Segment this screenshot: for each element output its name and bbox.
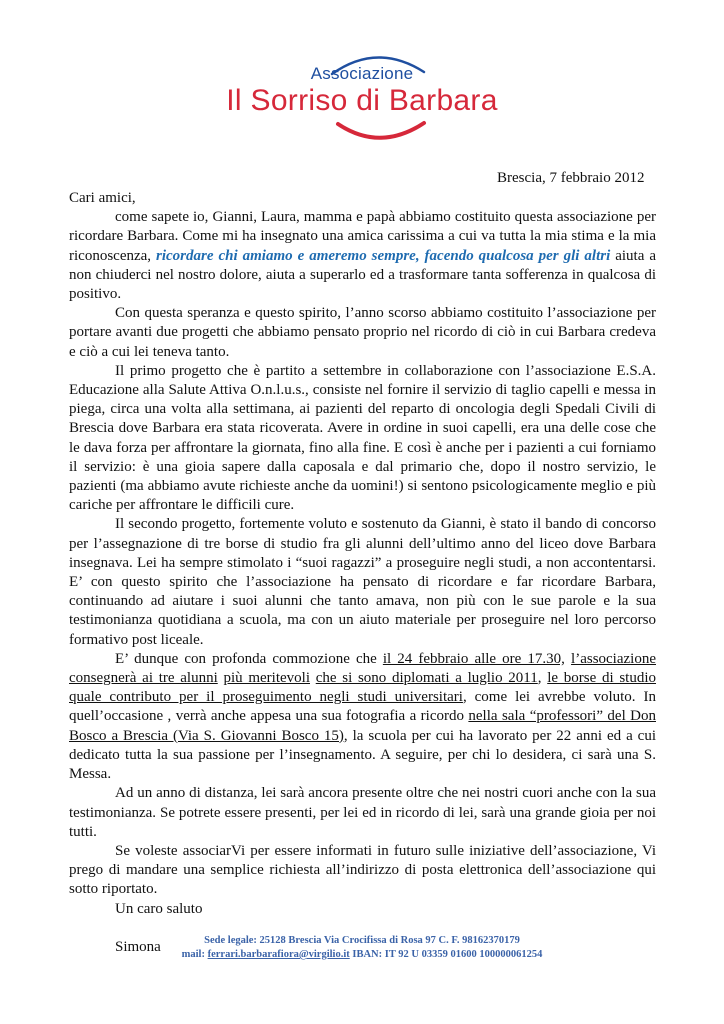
highlighted-quote: ricordare chi amiamo e ameremo sempre, facendo qualcosa per gli altri bbox=[156, 247, 611, 264]
signature: Simona bbox=[115, 938, 161, 955]
ceremony-underline-2: l’associazione consegnerà ai tre alunni bbox=[69, 650, 656, 687]
logo-bottom-arc bbox=[338, 123, 424, 138]
association-logo bbox=[0, 0, 724, 150]
paragraph-anniversary: Ad un anno di distanza, lei sarà ancora presente oltre che nei nostri cuori anche con la sua testimonianza. Se potrete essere presenti, per lei ed in ricordo di lei, sarà una grande gioia per noi tutti. bbox=[69, 785, 656, 840]
ceremony-text-a: E’ dunque con profonda commozione che bbox=[115, 650, 383, 667]
ceremony-text-f: , come lei avrebbe voluto. In quell’occasione , verrà anche appesa una sua fotografia a ricordo bbox=[69, 689, 656, 725]
paragraph-intro bbox=[69, 208, 656, 304]
paragraph-second-project: Il secondo progetto, fortemente voluto e sostenuto da Gianni, è stato il bando di concorso per l’assegnazione di tre borse di studio fra gli alunni dell’ultimo anno del liceo dove Barbara insegnava. Lei ha sempre stimolato i “suoi ragazzi” a proseguire negli studi, a non accontentarsi. E’ con questo spirito che l’associazione ha pensato di ricordare e far ricordare Barbara, continuando ad aiutare i suoi alunni che tanto amava, non più con le sue parole e la sua testimonianza quotidiana a scuola, ma con un aiuto materiale per proseguire nel loro percorso formativo post liceale. bbox=[69, 516, 656, 648]
paragraph-intro-text-a: come sapete io, Gianni, Laura, mamma e papà abbiamo costituito questa associazione per ricordare Barbara. Come mi ha insegnato una amica carissima a cui va tutta la mia stima e la mia riconoscenza, bbox=[69, 209, 656, 264]
salutation: Cari amici, bbox=[69, 190, 136, 206]
ceremony-text-g: , la scuola per cui ha lavorato per 22 anni ed a cui dedicato tutta la sua passione per l’insegnamento. A seguire, per chi lo desidera, ci sarà una S. Messa. bbox=[69, 727, 657, 783]
letter-date: Brescia, 7 febbraio 2012 bbox=[497, 170, 645, 186]
footer-address: Sede legale: 25128 Brescia Via Crocifissa di Rosa 97 C. F. 98162370179 bbox=[204, 935, 520, 946]
ceremony-underline-5: le borse di studio quale contributo per il proseguimento negli studi universitari bbox=[69, 670, 657, 706]
logo-subtitle: Associazione bbox=[310, 64, 414, 83]
ceremony-date: il 24 febbraio alle ore 17.30, bbox=[382, 650, 565, 667]
ceremony-underline-4: che si sono diplomati a luglio 2011 bbox=[315, 670, 538, 687]
footer bbox=[0, 934, 724, 962]
ceremony-underline-3: più meritevoli bbox=[223, 670, 310, 687]
paragraph-first-project: Il primo progetto che è partito a settembre in collaborazione con l’associazione E.S.A. Educazione alla Salute Attiva O.n.l.u.s., consiste nel fornire il servizio di taglio capelli e messa in piega, circa una volta alla settimana, ai pazienti del reparto di oncologia degli Spedali Civili di Brescia dove Barbara era stata ricoverata. Avere in ordine in suoi capelli, era una delle cose che le dava forza per affrontare la giornata, fino alla fine. E così è anche per i pazienti a cui forniamo il servizio: è una gioia sapere dalla caposala e dal primario che, dopo il nostro servizio, le pazienti (ma abbiamo avute richieste anche da uomini!) si sentono psicologicamente meglio e più cariche per affrontare le difficili cure. bbox=[69, 362, 656, 514]
letter-body bbox=[69, 189, 656, 957]
ceremony-location: nella sala “professori” del Don Bosco a Brescia (Via S. Giovanni Bosco 15) bbox=[69, 708, 656, 744]
footer-contact bbox=[0, 948, 724, 962]
footer-mail-label: mail: bbox=[181, 949, 208, 960]
ceremony-sep: , bbox=[537, 670, 548, 687]
paragraph-hope: Con questa speranza e questo spirito, l’anno scorso abbiamo costituito l’associazione per portare avanti due progetti che abbiamo pensato proprio nel ricordo di ciò in cui Barbara credeva e ciò a cui lei teneva tanto. bbox=[69, 305, 656, 360]
footer-email-link[interactable]: ferrari.barbarafiora@virgilio.it bbox=[207, 949, 350, 960]
footer-iban: IBAN: IT 92 U 03359 01600 100000061254 bbox=[349, 949, 543, 960]
paragraph-join: Se voleste associarVi per essere informati in futuro sulle iniziative dell’associazione, Vi prego di mandare una semplice richiesta all’indirizzo di posta elettronica dell’associazione qui sotto riportato. bbox=[69, 842, 656, 898]
paragraph-ceremony bbox=[69, 650, 656, 784]
logo-title: Il Sorriso di Barbara bbox=[226, 84, 498, 117]
closing: Un caro saluto bbox=[115, 900, 203, 917]
paragraph-intro-text-b: aiuta a non chiuderci nel nostro dolore, aiuta a superarlo ed a trasformare tanta sofferenza in qualcosa di positivo. bbox=[69, 247, 656, 303]
